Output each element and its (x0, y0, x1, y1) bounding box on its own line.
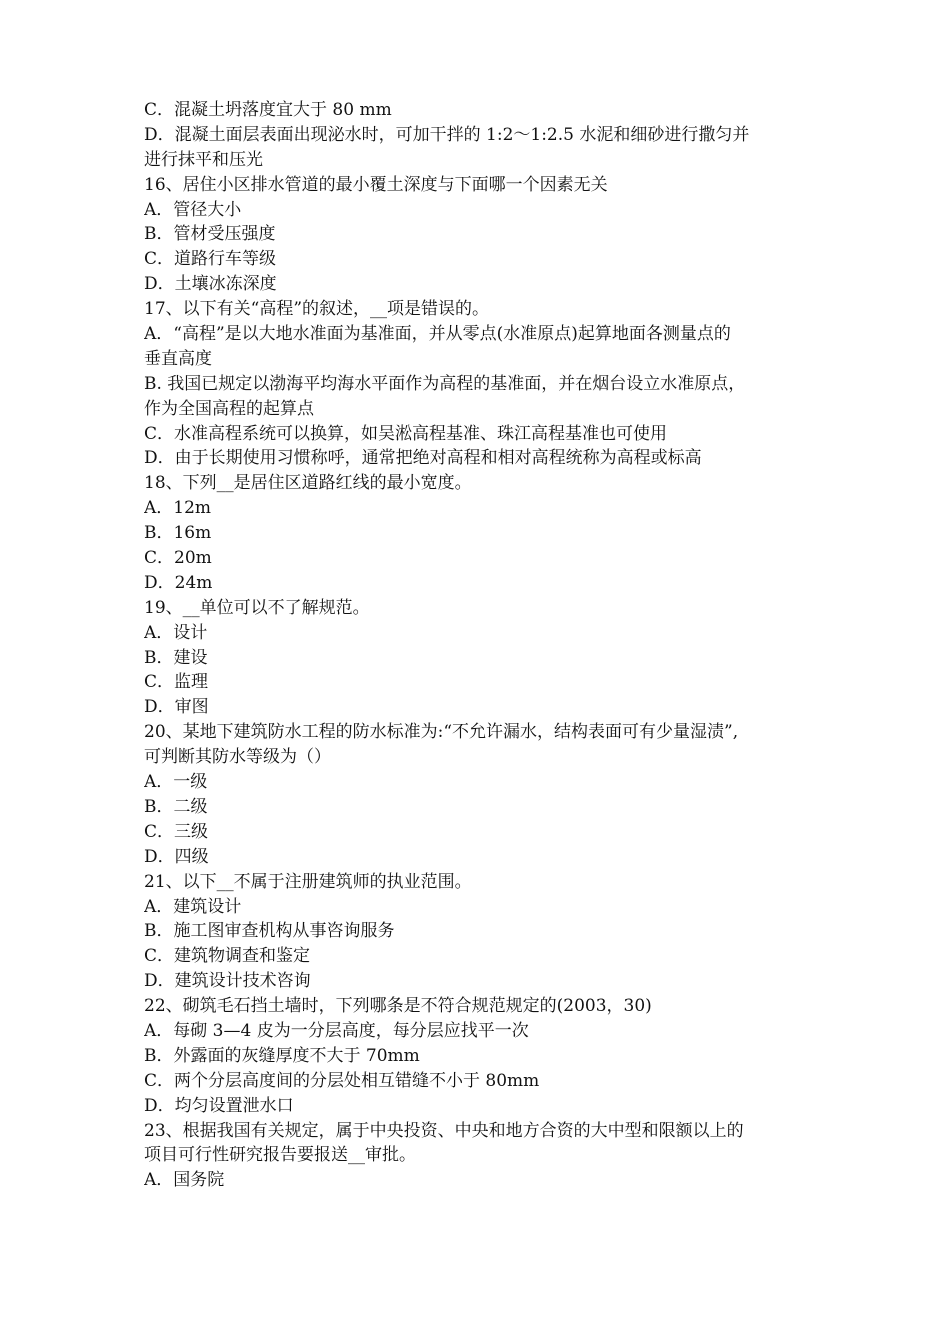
option-line: C．水准高程系统可以换算，如吴淞高程基准、珠江高程基准也可使用 (144, 423, 668, 444)
option-line: D．24m (144, 572, 213, 593)
option-line: D．四级 (144, 846, 209, 867)
option-line: D．审图 (144, 697, 209, 718)
option-line: C．混凝土坍落度宜大于 80 mm (144, 100, 392, 120)
option-line: D．混凝土面层表面出现泌水时，可加干拌的 1:2～1:2.5 水泥和细砂进行撒匀并 (144, 124, 750, 145)
option-line: B．二级 (144, 796, 208, 817)
option-line: D．由于长期使用习惯称呼，通常把绝对高程和相对高程统称为高程或标高 (144, 448, 702, 469)
option-line: 作为全国高程的起算点 (144, 398, 314, 419)
option-line: A．国务院 (144, 1170, 225, 1191)
option-line: A．“高程”是以大地水准面为基准面，并从零点(水准原点)起算地面各测量点的 (144, 324, 731, 345)
document-page (144, 98, 812, 1193)
option-line: B. 我国已规定以渤海平均海水平面作为高程的基准面，并在烟台设立水准原点， (144, 373, 746, 394)
question-21: 21、以下__不属于注册建筑师的执业范围。 (144, 871, 472, 892)
question-16: 16、居住小区排水管道的最小覆土深度与下面哪一个因素无关 (144, 174, 608, 195)
option-line: A．建筑设计 (144, 896, 242, 917)
question-20: 20、某地下建筑防水工程的防水标准为:“不允许漏水，结构表面可有少量湿渍”, (144, 722, 739, 743)
option-line: C．道路行车等级 (144, 249, 277, 270)
option-line: B．外露面的灰缝厚度不大于 70mm (144, 1045, 420, 1066)
option-line: D．建筑设计技术咨询 (144, 971, 311, 992)
option-line: 垂直高度 (144, 348, 212, 369)
option-line: A．管径大小 (144, 199, 242, 220)
option-line: D．均匀设置泄水口 (144, 1095, 294, 1116)
question-23: 23、根据我国有关规定，属于中央投资、中央和地方合资的大中型和限额以上的 (144, 1120, 744, 1141)
option-line: 进行抹平和压光 (144, 149, 263, 170)
option-line: A．一级 (144, 772, 208, 793)
option-line: D．土壤冰冻深度 (144, 274, 277, 295)
question-18: 18、下列__是居住区道路红线的最小宽度。 (144, 473, 472, 494)
question-22: 22、砌筑毛石挡土墙时，下列哪条是不符合规范规定的(2003，30) (144, 996, 652, 1017)
option-line: 项目可行性研究报告要报送__审批。 (144, 1145, 416, 1166)
option-line: A．设计 (144, 622, 208, 643)
option-line: C．监理 (144, 672, 209, 693)
option-line: C．三级 (144, 821, 209, 842)
option-line: 可判断其防水等级为（） (144, 747, 331, 768)
option-line: B．建设 (144, 647, 208, 668)
question-19: 19、__单位可以不了解规范。 (144, 597, 370, 618)
option-line: B．16m (144, 523, 212, 544)
option-line: A．每砌 3—4 皮为一分层高度，每分层应找平一次 (144, 1020, 529, 1041)
question-17: 17、以下有关“高程”的叙述，__项是错误的。 (144, 299, 490, 320)
option-line: C．两个分层高度间的分层处相互错缝不小于 80mm (144, 1070, 540, 1091)
option-line: A．12m (144, 498, 212, 519)
option-line: B．管材受压强度 (144, 224, 276, 245)
option-line: B．施工图审查机构从事咨询服务 (144, 921, 395, 942)
option-line: C．20m (144, 548, 212, 569)
option-line: C．建筑物调查和鉴定 (144, 946, 311, 967)
